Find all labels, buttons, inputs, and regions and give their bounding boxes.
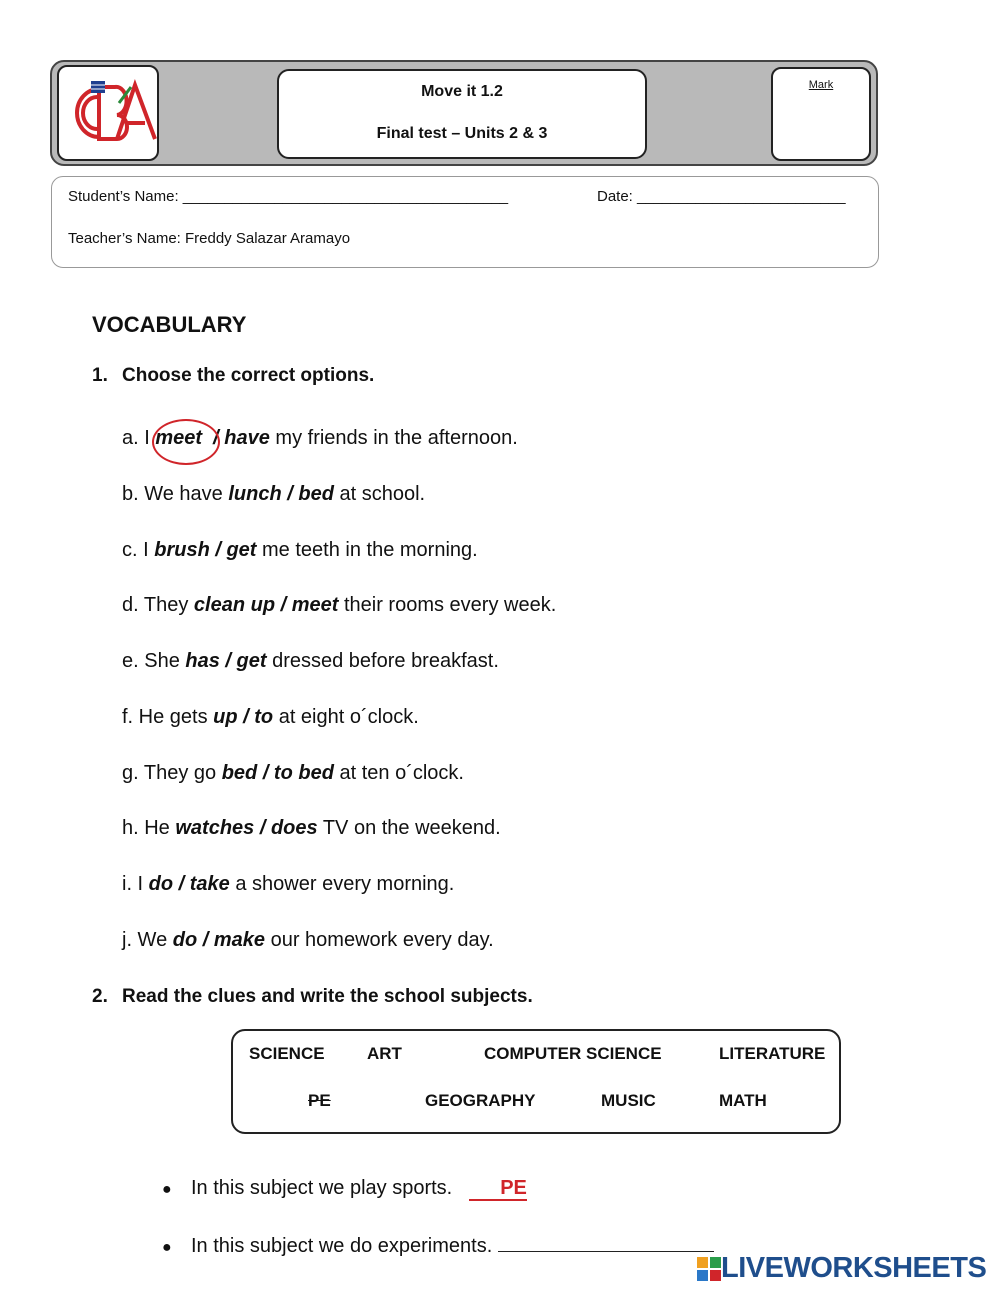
- choice-item-prefix: d. They: [122, 594, 194, 616]
- choice-options[interactable]: meet / have: [155, 427, 270, 449]
- word-bank-item: LITERATURE: [719, 1044, 826, 1063]
- teacher-name: Teacher’s Name: Freddy Salazar Aramayo: [68, 230, 351, 247]
- choice-options[interactable]: lunch / bed: [228, 483, 334, 505]
- test-subtitle: Final test – Units 2 & 3: [376, 125, 548, 142]
- test-title-box: [277, 69, 647, 159]
- choice-item: [122, 706, 419, 729]
- answer-circle-mark: [152, 419, 220, 465]
- question-1-title: [92, 365, 374, 387]
- choice-item-prefix: e. She: [122, 650, 186, 672]
- choice-options[interactable]: do / make: [172, 929, 266, 951]
- choice-item-prefix: j. We: [122, 929, 173, 951]
- liveworksheets-brand: LIVEWORKSHEETS: [721, 1252, 987, 1284]
- choice-options[interactable]: brush / get: [154, 539, 257, 561]
- choice-item-prefix: b. We have: [122, 483, 229, 505]
- choice-item: [122, 762, 464, 785]
- mark-label: Mark: [808, 79, 834, 91]
- word-bank-item: MUSIC: [601, 1091, 656, 1110]
- cba-logo-icon: [59, 67, 157, 159]
- choice-options[interactable]: up / to: [213, 706, 274, 728]
- choice-item-prefix: c. I: [122, 539, 155, 561]
- choice-item: [122, 539, 478, 562]
- choice-item: [122, 650, 499, 673]
- choice-item: [122, 817, 501, 840]
- choice-options[interactable]: do / take: [148, 873, 230, 895]
- choice-item-suffix: their rooms every week.: [338, 594, 557, 616]
- student-name-field[interactable]: Student’s Name: _______________________________________: [68, 188, 509, 205]
- choice-item-suffix: at school.: [333, 483, 426, 505]
- question-number: 2.: [92, 986, 108, 1007]
- liveworksheets-logo-icon: [697, 1257, 721, 1281]
- choice-options[interactable]: bed / to bed: [221, 762, 334, 784]
- word-bank-item: MATH: [719, 1091, 767, 1110]
- question-text: Read the clues and write the school subjects.: [122, 986, 533, 1007]
- bullet-icon: ●: [162, 1181, 172, 1198]
- clue-text: In this subject we play sports.: [191, 1177, 453, 1199]
- choice-item-suffix: at eight o´clock.: [273, 706, 419, 728]
- choice-item-suffix: our homework every day.: [265, 929, 494, 951]
- question-2-title: [92, 986, 533, 1008]
- choice-item-prefix: f. He gets: [122, 706, 214, 728]
- question-number: 1.: [92, 365, 108, 386]
- test-title: Move it 1.2: [421, 83, 503, 100]
- choice-item-suffix: me teeth in the morning.: [256, 539, 478, 561]
- word-bank-item-used: PE: [308, 1091, 331, 1110]
- choice-item-suffix: dressed before breakfast.: [266, 650, 499, 672]
- mark-box: [771, 67, 871, 161]
- choice-item-prefix: g. They go: [122, 762, 222, 784]
- choice-item-suffix: my friends in the afternoon.: [269, 427, 518, 449]
- choice-item-prefix: h. He: [122, 817, 176, 839]
- word-bank-item: SCIENCE: [249, 1044, 325, 1063]
- word-bank-item: COMPUTER SCIENCE: [484, 1044, 662, 1063]
- choice-item-prefix: i. I: [122, 873, 149, 895]
- bullet-icon: ●: [162, 1239, 172, 1256]
- choice-options[interactable]: watches / does: [175, 817, 318, 839]
- choice-item: [122, 483, 425, 506]
- question-text: Choose the correct options.: [122, 365, 375, 386]
- clue-row: [162, 1233, 714, 1258]
- clue-row: [162, 1177, 527, 1201]
- choice-item-prefix: a. I: [122, 427, 156, 449]
- choice-options[interactable]: has / get: [185, 650, 267, 672]
- choice-item-suffix: at ten o´clock.: [333, 762, 464, 784]
- date-field[interactable]: Date: _________________________: [597, 188, 846, 205]
- word-bank-item: GEOGRAPHY: [425, 1091, 536, 1110]
- word-bank-item: ART: [367, 1044, 402, 1063]
- student-info-box: [51, 176, 879, 268]
- choice-item: [122, 594, 556, 617]
- choice-item-suffix: TV on the weekend.: [317, 817, 501, 839]
- section-title: VOCABULARY: [92, 312, 247, 337]
- choice-item: [122, 873, 454, 896]
- choice-options[interactable]: clean up / meet: [193, 594, 339, 616]
- answer-field[interactable]: [498, 1233, 714, 1252]
- choice-item-suffix: a shower every morning.: [229, 873, 455, 895]
- choice-item: [122, 929, 494, 952]
- school-logo: [57, 65, 159, 161]
- word-bank: [231, 1029, 841, 1134]
- answer-field[interactable]: PE: [469, 1177, 527, 1201]
- clue-text: In this subject we do experiments.: [191, 1235, 498, 1257]
- liveworksheets-logo: [697, 1252, 986, 1285]
